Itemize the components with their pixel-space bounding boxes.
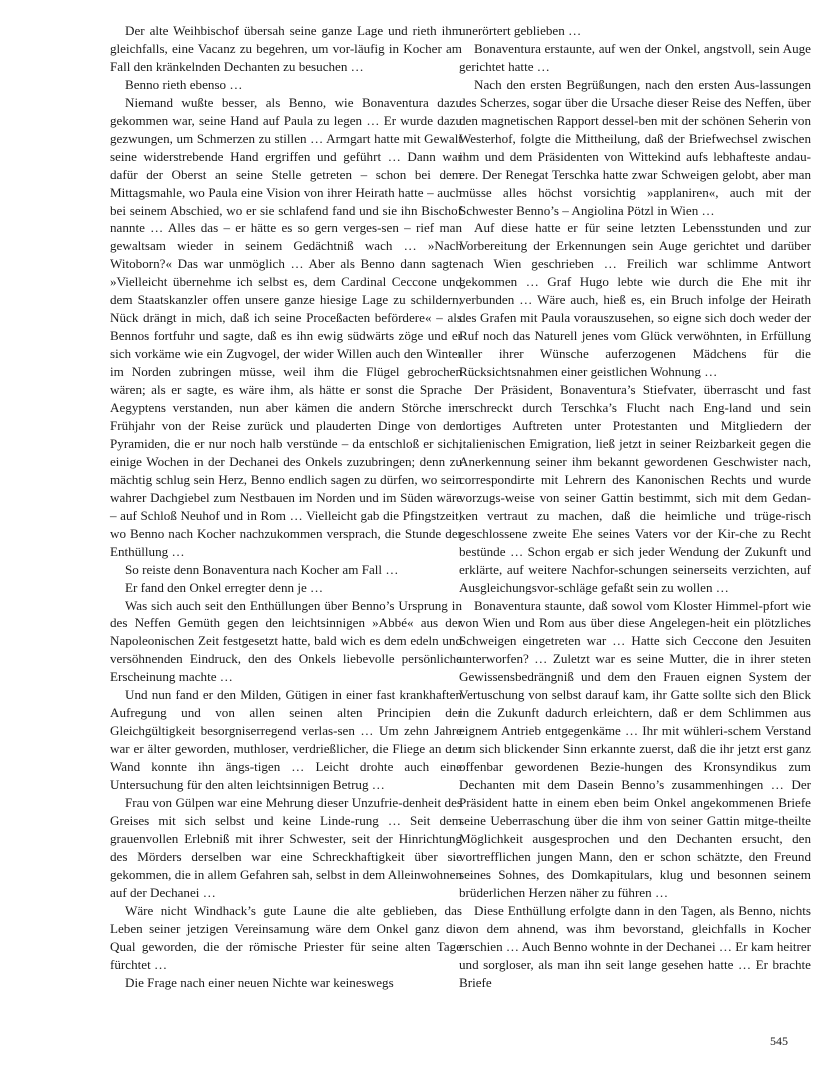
paragraph: Niemand wußte besser, als Benno, wie Bonaventura dazu gekommen war, seine Hand auf Paula zu legen … Er wurde dazu gezwungen, um Schmerzen zu stillen … Armgart hatte mit Gewalt seine widerstrebende Hand ergriffen und geführt … Dann war dafür der Oberst an seine Stelle getreten – schon bei dem Mittagsmahle, wo Paula eine Vision von ihrer Heirath hatte – auch bei seinem Abschied, wo er sie schlafend fand und sie ihn Bischof nannte … Alles das – er hätte es so gern verges-sen – rief man gewaltsam wieder in seinem Gedächtniß wach … »Nach Witoborn?« Das war unmöglich … Aber als Benno dann sagte: »Vielleicht übernehme ich selbst es, dem Cardinal Ceccone und dem Staatskanzler offen unsere ganze hiesige Lage zu schildern, Nück drängt in mich, daß ich seine Proceßacten befördere« – als Bennos fortfuhr und sagte, daß es ihn ewig südwärts zöge und er sich vorkäme wie ein Zugvogel, der wider Willen auch den Winter im Norden zubringen müsse, weil ihm die Flügel gebrochen wären; als er sagte, es wäre ihm, als hätte er sonst die Sprache Aegyptens verstanden, nun aber kämen die andern Störche im Frühjahr von der Reise zurück und plauderten Dinge von den Pyramiden, die er nur noch halb verstünde – da entschloß er sich, einige Wochen in der Dechanei des Onkels zuzubringen; denn zu mächtig schlug sein Herz, Benno endlich sagen zu dürfen, wo sein wahrer Dachgiebel zum Nestbauen im Norden und im Süden wäre – auf Schloß Neuhof und in Rom … Vielleicht gab die Pfingstzeit, wo Benno nach Kocher nachzukommen versprach, die Stunde der Enthüllung … bbox=[110, 94, 462, 559]
page-number: 545 bbox=[770, 1034, 788, 1048]
paragraph: Diese Enthüllung erfolgte dann in den Tagen, als Benno, nichts von dem ahnend, was ihm bevorstand, gleichfalls in Kocher erschien … Auch Benno wohnte in der Dechanei … Er kam heitrer und sorgloser, als man ihn seit lange gesehen hatte … Er brachte Briefe bbox=[459, 902, 811, 990]
left-column bbox=[110, 22, 462, 991]
paragraph: Er fand den Onkel erregter denn je … bbox=[125, 579, 324, 595]
paragraph: Frau von Gülpen war eine Mehrung dieser Unzufrie-denheit des Greises mit sich selbst und keine Linde-rung … Seit dem grauenvollen Erlebniß mit ihrer Schwester, seit der Hinrichtung des Mörders derselben war eine Schreckhaftigkeit über sie gekommen, die in allem Gefahren sah, selbst in dem Alleinwohnen auf der Dechanei … bbox=[110, 794, 462, 900]
paragraph: Wäre nicht Windhack’s gute Laune die alte geblieben, das Leben seiner jetzigen Vereinsamung wäre dem Onkel ganz die Qual geworden, die der römische Priester für seine alten Tage fürchtet … bbox=[110, 902, 462, 972]
paragraph-continued: unerörtert geblieben … bbox=[459, 23, 582, 38]
paragraph: Der Präsident, Bonaventura’s Stiefvater, überrascht und fast erschreckt durch Terschka’s Flucht nach Eng-land und sein dortiges Auftreten unter Protestanten und Mitgliedern der italienischen Emigration, ließ jetzt in seiner Reizbarkeit gegen die Anerkennung seiner ihm bekannt gewordenen Geschwister nach, correspondirte mit Lehrern des Kanonischen Rechts und wurde vorzugs-weise von seiner Gattin bestimmt, sich mit dem Gedan-ken vertraut zu machen, daß die heimliche und trüge-risch geschlossene zweite Ehe seines Vaters vor der Kir-che zu Recht bestünde … Schon ergab er sich jeder Wendung der Zukunft und erklärte, auf weitere Nachfor-schungen seinerseits verzichten, auf Ausgleichungsvor-schläge gefaßt sein zu wollen … bbox=[459, 382, 811, 595]
paragraph: Benno rieth ebenso … bbox=[125, 76, 243, 92]
paragraph: Der alte Weihbischof übersah seine ganze Lage und rieth ihm gleichfalls, eine Vacanz zu begehren, um vor-läufig in Kocher am Fall den kränkelnden Dechanten zu besuchen … bbox=[110, 23, 462, 74]
right-column bbox=[459, 22, 811, 991]
paragraph: Und nun fand er den Milden, Gütigen in einer fast krankhaften Aufregung und von allen seinen alten Principien der Gleichgültigkeit besorgniserregend verlas-sen … Um zehn Jahre war er älter geworden, muthloser, verdrießlicher, die Fliege an der Wand konnte ihn ängs-tigen … Leicht drohte auch eine Untersuchung für den alten leichtsinnigen Betrug … bbox=[110, 687, 462, 793]
paragraph: Bonaventura erstaunte, auf wen der Onkel, angstvoll, sein Auge gerichtet hatte … bbox=[459, 40, 811, 74]
paragraph: Nach den ersten Begrüßungen, nach den ersten Aus-lassungen des Scherzes, sogar über die Ursache dieser Reise des Neffen, über den magnetischen Rapport dessel-ben mit der schönen Seherin von Westerhof, folgte die Mittheilung, daß der Briefwechsel zwischen ihm und dem Präsidenten von Wittekind aufs lebhafteste andau-ere. Der Renegat Terschka hatte zwar Schweigen gelobt, aber man müsse alles höchst vorsichtig »applaniren«, auch mit der Schwester Benno’s – Angiolina Pötzl in Wien … bbox=[459, 76, 811, 218]
paragraph: Auf diese hatte er für seine letzten Lebensstunden und zur Vorbereitung der Erkennungen sein Auge gerichtet und darüber nach Wien geschrieben … Freilich war schlimme Antwort gekommen … Graf Hugo lebte wie durch die Ehe mit ihr verbunden … Wäre auch, hieß es, ein Bruch infolge der Heirath des Grafen mit Paula vorauszusehen, so eigne sich doch weder der Ruf noch das Naturell jenes vom Glück verwöhnten, in Erfüllung aller ihrer Wünsche auferzogenen Mädchens für die Rücksichtsnahmen einer geistlichen Wohnung … bbox=[459, 220, 811, 380]
paragraph: Was sich auch seit den Enthüllungen über Benno’s Ursprung in des Neffen Gemüth gegen den leichtsinnigen »Abbé« aus der Napoleonischen Zeit festgesetzt hatte, bald wich es dem edeln und versöhnenden Eindruck, den des Onkels liebevolle persönliche Erscheinung machte … bbox=[110, 597, 462, 685]
paragraph: Die Frage nach einer neuen Nichte war keineswegs bbox=[125, 974, 394, 990]
paragraph: Bonaventura staunte, daß sowol vom Kloster Himmel-pfort wie von Wien und Rom aus über diese Angelegen-heit ein plötzliches Schweigen eingetreten war … Hatte sich Ceccone den Jesuiten unterworfen? … Zuletzt war es seine Mutter, die in ihrer steten Gewissensbedrängniß und dem den Frauen eignen System der Vertuschung von selbst darauf kam, ihr Gatte sollte sich den Blick in die Zukunft dadurch erleichtern, daß er dem Schlimmen aus eignem Antrieb entgegenkäme … Ihr mit wühleri-schem Verstand um sich blickender Sinn erkannte zuerst, daß die ihr jetzt erst ganz offenbar gewordenen Bezie-hungen des Kronsyndikus zum Dechanten mit dem Dasein Benno’s zusammenhingen … Der Präsident hatte in einem eben beim Onkel angekommenen Briefe seine Ueberraschung über die ihm von seiner Gattin mitge-theilte Möglichkeit ausgesprochen und den Dechanten ersucht, den vortrefflichen jungen Mann, den er schon schätzte, den Freund seines Sohnes, des Domkapitulars, klug und besonnen seinem brüderlichen Herzen näher zu führen … bbox=[459, 597, 811, 900]
paragraph: So reiste denn Bonaventura nach Kocher am Fall … bbox=[125, 561, 399, 577]
